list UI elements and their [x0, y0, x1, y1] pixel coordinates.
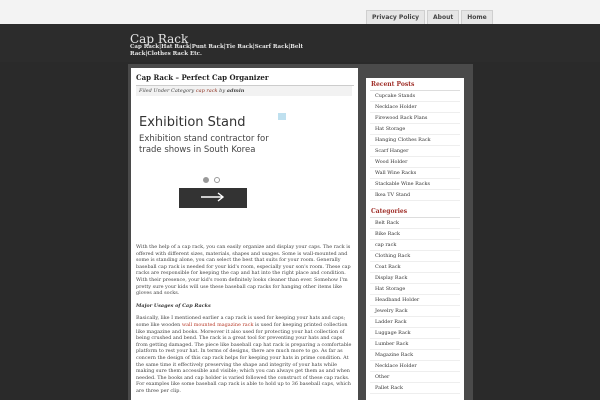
tab-home[interactable]: Home: [461, 10, 492, 25]
category-item[interactable]: Belt Rack: [370, 218, 460, 229]
magazine-rack-link[interactable]: wall mounted magazine rack: [181, 321, 254, 328]
main-content: [131, 68, 358, 400]
category-item[interactable]: cap rack: [370, 240, 460, 251]
recent-post-item[interactable]: Wall Wine Racks: [370, 168, 460, 179]
post-title[interactable]: Cap Rack – Perfect Cap Organizer: [136, 73, 354, 86]
ad-cta-button[interactable]: [179, 188, 247, 208]
post-meta: [136, 86, 352, 96]
meta-prefix: Filed Under Category: [139, 88, 195, 94]
author-name: admin: [226, 88, 245, 94]
category-item[interactable]: Headband Holder: [370, 295, 460, 306]
body-text-a: Basically, like I mentioned earlier a cap rack is used for keeping your hats and caps; some like wooden: [136, 315, 346, 328]
site-header: [0, 24, 600, 62]
body-paragraph: [136, 315, 354, 394]
category-item[interactable]: Bike Rack: [370, 229, 460, 240]
tab-privacy-policy[interactable]: Privacy Policy: [366, 10, 425, 25]
recent-post-item[interactable]: Hat Storage: [370, 124, 460, 135]
ad-title[interactable]: Exhibition Stand: [139, 115, 246, 130]
section-heading: Major Usages of Cap Racks: [136, 302, 211, 309]
ad-text: Exhibition stand contractor for trade shows in South Korea: [139, 134, 269, 155]
body-paragraph: With the help of a cap rack, you can easily organize and display your caps. The rack is offered with different sizes, materials, shapes and usages. Some is wall-mounted and some is standing alone, you can select the best that suits for your room. Generally baseball cap rack is needed for your kid's room, especially your son's room. These cap racks are responsible for keeping the cap and hat into the right place and condition. With their presence, your kid's room definitely looks cleaner than ever. Somehow I'm pretty sure your kids will use these baseball cap racks for hanging other items like gloves and socks.: [136, 244, 351, 297]
recent-post-item[interactable]: Wood Holder: [370, 157, 460, 168]
category-link[interactable]: cap rack: [195, 88, 218, 94]
tab-about[interactable]: About: [427, 10, 459, 25]
meta-by: by: [219, 88, 226, 94]
categories-heading: Categories: [371, 208, 408, 215]
recent-post-item[interactable]: Cupcake Stands: [370, 91, 460, 102]
category-item[interactable]: Lumber Rack: [370, 339, 460, 350]
advertisement[interactable]: [139, 110, 284, 210]
category-item[interactable]: Magazine Rack: [370, 350, 460, 361]
category-item[interactable]: Jewelry Rack: [370, 306, 460, 317]
recent-post-item[interactable]: Necklace Holder: [370, 102, 460, 113]
arrow-right-icon: [200, 192, 226, 202]
recent-posts-heading: Recent Posts: [371, 81, 415, 88]
recent-post-item[interactable]: Scarf Hanger: [370, 146, 460, 157]
top-navigation: [0, 0, 600, 24]
carousel-dot-active[interactable]: [203, 177, 209, 183]
category-item[interactable]: Necklace Holder: [370, 361, 460, 372]
recent-post-item[interactable]: Firewood Rack Plans: [370, 113, 460, 124]
page-tabs: [366, 10, 493, 25]
post-body: [136, 244, 354, 400]
sidebar: [366, 78, 464, 400]
carousel-dot[interactable]: [214, 177, 220, 183]
category-item[interactable]: Pallet Rack: [370, 383, 460, 394]
category-item[interactable]: Luggage Rack: [370, 328, 460, 339]
body-text-b: is used for keeping printed collection like magazine and books. Moreover it also used for protecting your hat collection of being crushed and bend. The rack is a great tool for preventing your hats and caps from getting damaged. The piece like baseball cap hat rack is preparing a comfortable platform to rest your hat. In terms of designs, there are much more to go. As far as concern the design of this cap rack helps for keeping your hats in prime condition. At the same time it effectively preserving the shape and integrity of your hats while making sure them accessible and visible; which you can always get them as and when needed. The books and cap holder is varied followed the construct of these cap racks. For examples like some baseball cap rack is able to hold up to 36 baseball caps, which are three per clip.: [136, 321, 352, 394]
site-description: Cap Rack|Hat Rack|Punt Rack|Tie Rack|Scarf Rack|Belt Rack|Clothes Rack Etc.: [130, 44, 304, 57]
category-item[interactable]: Clothing Rack: [370, 251, 460, 262]
recent-post-item[interactable]: Ikea TV Stand: [370, 190, 460, 201]
recent-post-item[interactable]: Stackable Wine Racks: [370, 179, 460, 190]
category-item[interactable]: Coat Rack: [370, 262, 460, 273]
category-item[interactable]: Other: [370, 372, 460, 383]
category-item[interactable]: Ladder Rack: [370, 317, 460, 328]
adchoices-icon[interactable]: [278, 113, 286, 120]
site-title[interactable]: Cap Rack: [130, 32, 189, 46]
category-item[interactable]: Hat Storage: [370, 284, 460, 295]
recent-post-item[interactable]: Hanging Clothes Rack: [370, 135, 460, 146]
category-item[interactable]: Display Rack: [370, 273, 460, 284]
